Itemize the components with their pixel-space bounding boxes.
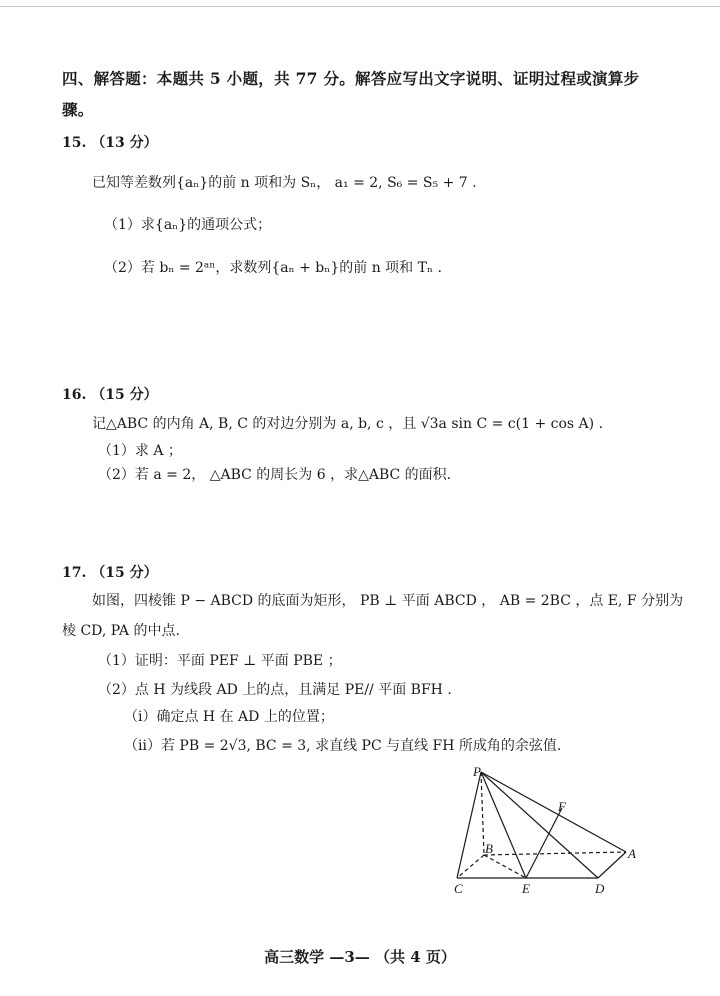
q17-stem-line1: 如图，四棱锥 P − ABCD 的底面为矩形， PB ⊥ 平面 ABCD ， AB = 2BC ，点 E, F 分别为 — [92, 593, 684, 609]
top-rule — [0, 6, 720, 7]
q16-part1: （1）求 A ； — [98, 443, 182, 459]
q16-part2: （2）若 a = 2， △ABC 的周长为 6 ，求△ABC 的面积. — [98, 467, 452, 483]
label-P: P — [473, 764, 481, 779]
section-heading-line1: 四、解答题：本题共 5 小题，共 77 分。解答应写出文字说明、证明过程或演算步 — [62, 69, 640, 88]
label-C: C — [454, 881, 463, 896]
edge-PB — [481, 772, 484, 855]
edge-PC — [457, 772, 481, 878]
q17-part2: （2）点 H 为线段 AD 上的点，且满足 PE// 平面 BFH . — [98, 682, 452, 698]
q17-header: 17. （15 分） — [62, 565, 158, 581]
q15-part1: （1）求{aₙ}的通项公式； — [104, 217, 272, 233]
q17-part1: （1）证明：平面 PEF ⊥ 平面 PBE ； — [98, 653, 342, 669]
label-F: F — [558, 799, 566, 814]
q17-stem-line2: 棱 CD, PA 的中点. — [62, 623, 180, 639]
label-D: D — [595, 881, 605, 896]
edge-PD — [481, 772, 598, 878]
q15-header: 15. （13 分） — [62, 135, 158, 151]
q15-part2: （2）若 bₙ = 2ᵃⁿ，求数列{aₙ + bₙ}的前 n 项和 Tₙ . — [104, 260, 442, 276]
label-A: A — [628, 846, 636, 861]
page-footer: 高三数学 —3— （共 4 页） — [264, 948, 456, 966]
edge-PE — [481, 772, 526, 878]
segment-EF — [526, 808, 562, 878]
segment-BE — [484, 855, 526, 878]
label-E: E — [522, 881, 530, 896]
q16-header: 16. （15 分） — [62, 387, 158, 403]
q17-part2-ii: （ⅱ）若 PB = 2√3, BC = 3, 求直线 PC 与直线 FH 所成角的余弦值. — [124, 738, 562, 754]
pyramid-figure — [440, 760, 650, 900]
q17-part2-i: （ⅰ）确定点 H 在 AD 上的位置； — [124, 709, 334, 725]
q16-stem: 记△ABC 的内角 A, B, C 的对边分别为 a, b, c ，且 √3a sin C = c(1 + cos A) . — [92, 416, 604, 432]
edge-PA — [481, 772, 626, 852]
edge-BA — [484, 852, 626, 855]
section-heading-line2: 骤。 — [62, 100, 94, 119]
q15-stem: 已知等差数列{aₙ}的前 n 项和为 Sₙ， a₁ = 2, S₆ = S₅ + 7 . — [92, 175, 477, 191]
edge-DA — [598, 852, 626, 878]
label-B: B — [485, 841, 493, 856]
